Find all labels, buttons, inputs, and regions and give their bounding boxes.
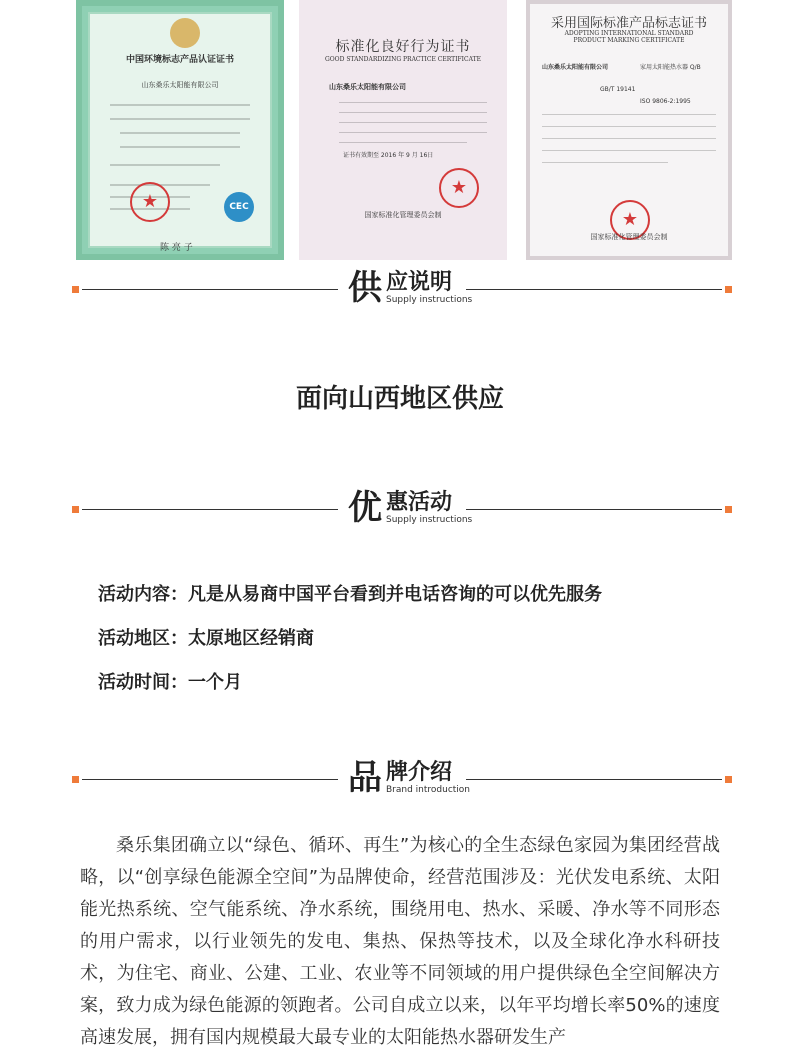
section-title-big: 优 [348,488,382,528]
certificate-holder: 山东桑乐太阳能有限公司 [141,81,219,89]
accent-dot [725,776,732,783]
certificate-holder: 山东桑乐太阳能有限公司 [542,64,609,71]
promo-region: 活动地区：太原地区经销商 [98,628,314,649]
intl-standard: ISO 9806-2:1995 [640,98,691,105]
section-title-big: 供 [348,268,382,308]
section-title-big: 品 [348,758,382,798]
accent-dot [72,776,79,783]
red-seal-icon: ★ [439,168,479,208]
section-subtitle: Supply instructions [386,515,473,525]
certificate-title: 采用国际标准产品标志证书 [550,16,707,31]
section-title [348,270,478,310]
emblem-icon [170,18,200,48]
certificates-strip [76,0,732,260]
divider [82,779,338,780]
good-standardizing-certificate [299,0,507,260]
product: 家用太阳能热水器 Q/B [640,64,701,71]
section-subtitle: Brand introduction [386,785,471,795]
environmental-label-certificate [76,0,284,260]
signature: 陈 亮 子 [160,243,193,253]
international-standard-certificate [526,0,732,260]
issuer: 国家标准化管理委员会制 [364,211,442,219]
promo-content: 活动内容：凡是从易商中国平台看到并电话咨询的可以优先服务 [98,584,602,605]
red-seal-icon: ★ [130,182,170,222]
section-header-brand [72,760,732,800]
section-header-promo [72,490,732,530]
accent-dot [72,506,79,513]
section-title-rest: 牌介绍 [386,760,453,785]
accent-dot [725,286,732,293]
accent-dot [72,286,79,293]
section-subtitle: Supply instructions [386,295,473,305]
section-title-rest: 惠活动 [386,490,453,515]
accent-dot [725,506,732,513]
supply-statement: 面向山西地区供应 [295,384,504,414]
certificate-subtitle: ADOPTING INTERNATIONAL STANDARD PRODUCT MARKING CERTIFICATE [564,30,694,44]
issuer: 国家标准化管理委员会制 [590,233,668,241]
promo-duration: 活动时间：一个月 [98,672,242,693]
section-header-supply [72,270,732,310]
red-seal-icon: ★ [610,200,650,240]
certificate-holder: 山东桑乐太阳能有限公司 [329,83,406,91]
cec-logo: CEC [224,192,254,222]
certificate-title: 中国环境标志产品认证证书 [125,55,234,65]
divider [466,779,722,780]
divider [82,509,338,510]
certificate-title: 标准化良好行为证书 [335,39,471,55]
divider [466,509,722,510]
validity: 证书有效期至 2016 年 9 月 16日 [343,152,434,159]
section-title [348,490,478,530]
section-title [348,760,478,800]
standard: GB/T 19141 [600,86,636,93]
divider [82,289,338,290]
section-title-rest: 应说明 [386,270,453,295]
brand-introduction-text: 桑乐集团确立以“绿色、循环、再生”为核心的全生态绿色家园为集团经营战略，以“创享绿色能源全空间”为品牌使命，经营范围涉及：光伏发电系统、太阳能光热系统、空气能系统、净水系统，围绕用电、热水、采暖、净水等不同形态的用户需求，以行业领先的发电、集热、保热等技术，以及全球化净水科研技术，为住宅、商业、公建、工业、农业等不同领域的用户提供绿色全空间解决方案，致力成为绿色能源的领跑者。公司自成立以来，以年平均增长率50%的速度高速发展，拥有国内规模最大最专业的太阳能热水器研发生产 [80,835,720,1048]
divider [466,289,722,290]
certificate-subtitle: GOOD STANDARDIZING PRACTICE CERTIFICATE [324,56,482,63]
